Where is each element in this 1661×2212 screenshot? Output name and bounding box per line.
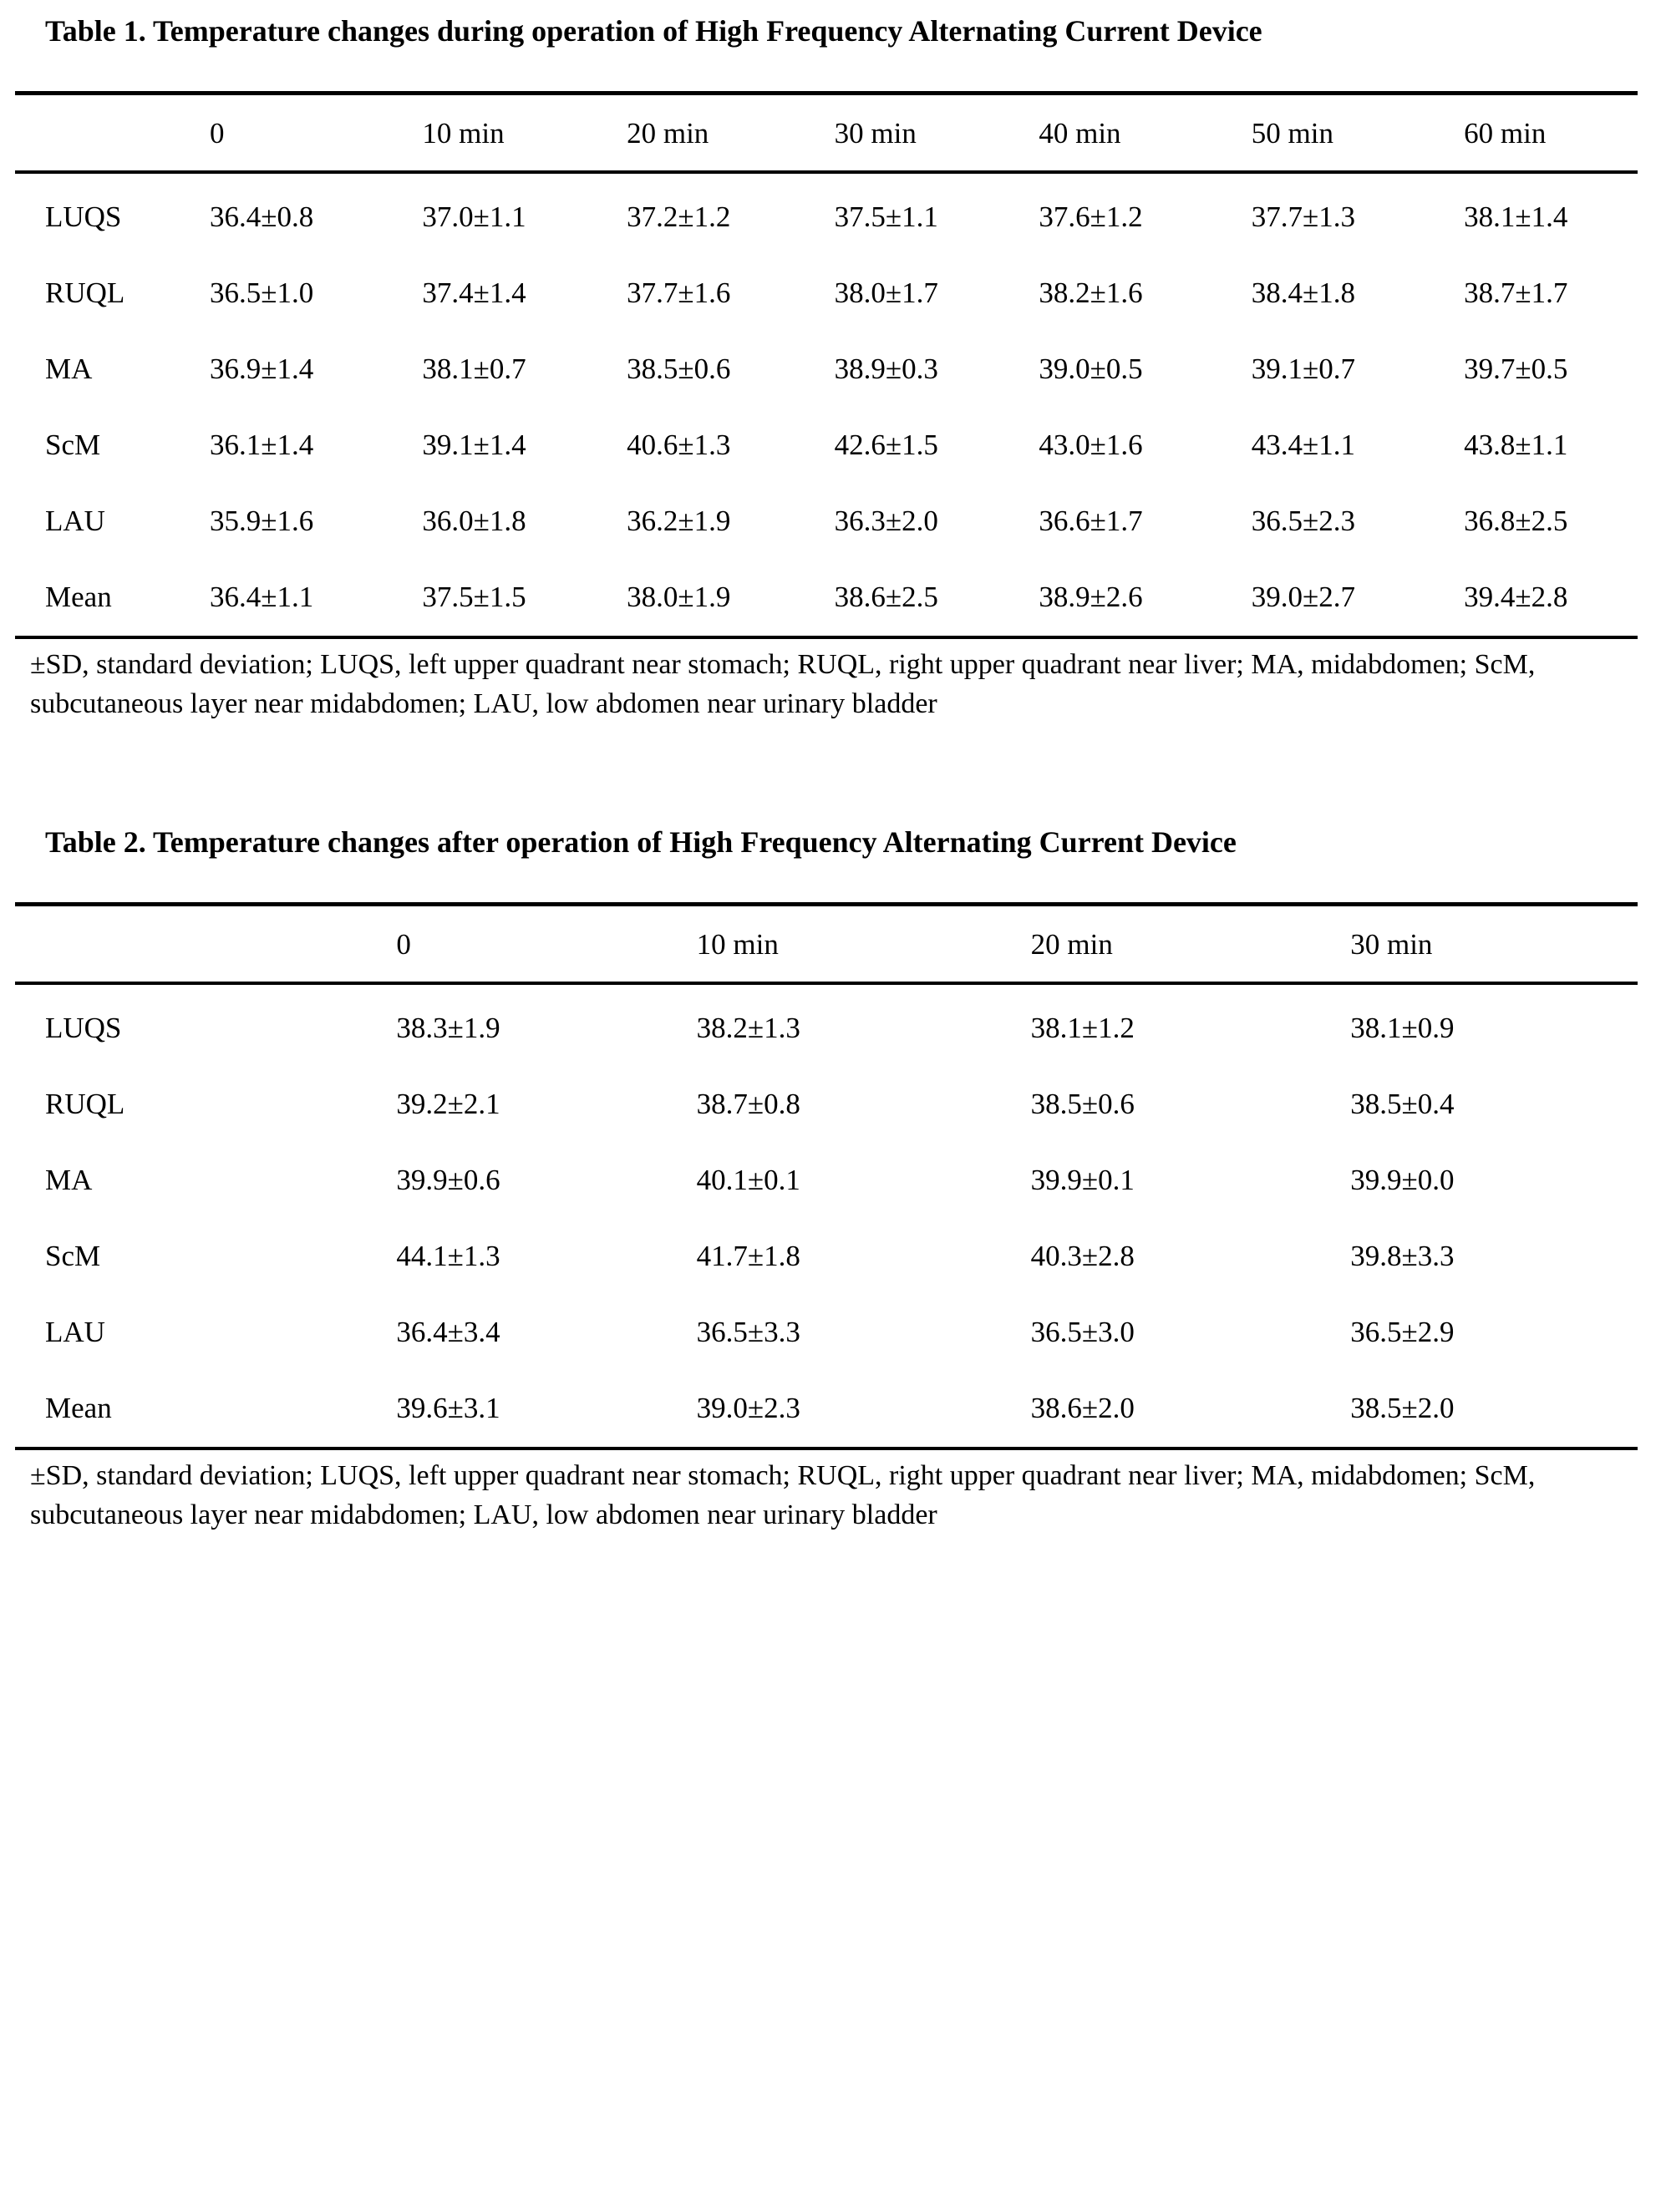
temperature-value-cell: 39.1±0.7 <box>1251 353 1355 386</box>
temperature-value-cell: 39.2±2.1 <box>396 1088 500 1121</box>
table1-footnote: ±SD, standard deviation; LUQS, left upper quadrant near stomach; RUQL, right upper quadrant near liver; MA, midabdomen; ScM, subcutaneous layer near midabdomen; LAU, low abdomen near urinary bladder <box>30 649 1536 720</box>
temperature-value-cell: 38.1±1.2 <box>1030 1012 1135 1045</box>
table-row <box>15 1143 1638 1219</box>
row-label: MA <box>45 353 93 386</box>
temperature-value-cell: 36.5±3.3 <box>696 1316 800 1349</box>
row-label: LAU <box>45 505 105 538</box>
row-label: RUQL <box>45 1088 125 1121</box>
table1-body <box>15 172 1638 637</box>
temperature-value-cell: 38.5±0.6 <box>627 353 731 386</box>
table-row <box>15 484 1638 560</box>
table1-header <box>15 94 1638 173</box>
time-column-header: 10 min <box>422 94 627 173</box>
row-label: Mean <box>45 1392 112 1425</box>
time-column-header: 20 min <box>1031 905 1351 984</box>
table-header-row <box>15 94 1638 173</box>
table-row <box>15 1371 1638 1448</box>
temperature-value-cell: 38.6±2.0 <box>1030 1392 1135 1425</box>
temperature-value-cell: 37.0±1.1 <box>422 200 526 234</box>
temperature-value-cell: 40.1±0.1 <box>696 1164 800 1197</box>
temperature-value-cell: 37.5±1.5 <box>422 581 526 614</box>
table2-header <box>15 905 1638 984</box>
temperature-value-cell: 38.1±1.4 <box>1464 200 1568 234</box>
time-column-header: 0 <box>396 905 696 984</box>
temperature-value-cell: 44.1±1.3 <box>396 1240 500 1273</box>
time-column-header: 60 min <box>1464 94 1638 173</box>
table1-title: Table 1. Temperature changes during operation of High Frequency Alternating Current Device <box>45 14 1262 48</box>
temperature-value-cell: 38.7±1.7 <box>1464 276 1568 310</box>
temperature-value-cell: 41.7±1.8 <box>696 1240 800 1273</box>
temperature-value-cell: 39.4±2.8 <box>1464 581 1568 614</box>
temperature-value-cell: 39.0±2.7 <box>1251 581 1355 614</box>
temperature-value-cell: 35.9±1.6 <box>210 505 314 538</box>
temperature-value-cell: 37.2±1.2 <box>627 200 731 234</box>
time-column-header: 40 min <box>1039 94 1251 173</box>
row-label: LUQS <box>45 200 122 234</box>
temperature-value-cell: 36.5±2.9 <box>1350 1316 1455 1349</box>
temperature-value-cell: 38.5±0.6 <box>1030 1088 1135 1121</box>
table-row <box>15 983 1638 1067</box>
table-row <box>15 172 1638 256</box>
temperature-value-cell: 39.9±0.0 <box>1350 1164 1455 1197</box>
time-column-header: 10 min <box>697 905 1031 984</box>
temperature-value-cell: 38.5±2.0 <box>1350 1392 1455 1425</box>
temperature-value-cell: 36.4±1.1 <box>210 581 314 614</box>
temperature-value-cell: 38.9±2.6 <box>1039 581 1143 614</box>
temperature-value-cell: 40.6±1.3 <box>627 429 731 462</box>
time-column-header: 0 <box>210 94 422 173</box>
temperature-value-cell: 43.8±1.1 <box>1464 429 1568 462</box>
temperature-value-cell: 39.0±0.5 <box>1039 353 1143 386</box>
temperature-value-cell: 39.6±3.1 <box>396 1392 500 1425</box>
table2-body <box>15 983 1638 1448</box>
temperature-value-cell: 38.6±2.5 <box>834 581 938 614</box>
row-label: RUQL <box>45 276 125 310</box>
temperature-value-cell: 36.1±1.4 <box>210 429 314 462</box>
row-label: LAU <box>45 1316 105 1349</box>
table2-data-table <box>15 902 1638 1450</box>
table-row <box>15 560 1638 637</box>
temperature-value-cell: 39.1±1.4 <box>422 429 526 462</box>
temperature-value-cell: 39.0±2.3 <box>696 1392 800 1425</box>
row-label: ScM <box>45 1240 101 1273</box>
table2-footnote: ±SD, standard deviation; LUQS, left upper quadrant near stomach; RUQL, right upper quadrant near liver; MA, midabdomen; ScM, subcutaneous layer near midabdomen; LAU, low abdomen near urinary bladder <box>30 1460 1536 1531</box>
temperature-value-cell: 43.4±1.1 <box>1251 429 1355 462</box>
temperature-value-cell: 37.5±1.1 <box>834 200 938 234</box>
temperature-value-cell: 36.5±1.0 <box>210 276 314 310</box>
temperature-value-cell: 38.4±1.8 <box>1251 276 1355 310</box>
temperature-value-cell: 38.3±1.9 <box>396 1012 500 1045</box>
temperature-value-cell: 42.6±1.5 <box>834 429 938 462</box>
row-label-header <box>15 94 210 173</box>
row-label: MA <box>45 1164 93 1197</box>
time-column-header: 50 min <box>1252 94 1464 173</box>
temperature-value-cell: 36.4±3.4 <box>396 1316 500 1349</box>
temperature-value-cell: 38.1±0.9 <box>1350 1012 1455 1045</box>
row-label: Mean <box>45 581 112 614</box>
row-label-header <box>15 905 396 984</box>
temperature-value-cell: 38.2±1.6 <box>1039 276 1143 310</box>
temperature-value-cell: 38.9±0.3 <box>834 353 938 386</box>
table1-section <box>15 13 1638 724</box>
temperature-value-cell: 37.6±1.2 <box>1039 200 1143 234</box>
temperature-value-cell: 43.0±1.6 <box>1039 429 1143 462</box>
table-row <box>15 408 1638 484</box>
temperature-value-cell: 36.4±0.8 <box>210 200 314 234</box>
temperature-value-cell: 36.5±2.3 <box>1251 505 1355 538</box>
temperature-value-cell: 38.0±1.9 <box>627 581 731 614</box>
temperature-value-cell: 36.5±3.0 <box>1030 1316 1135 1349</box>
time-column-header: 30 min <box>1350 905 1638 984</box>
temperature-value-cell: 39.8±3.3 <box>1350 1240 1455 1273</box>
time-column-header: 20 min <box>627 94 835 173</box>
table1-data-table <box>15 91 1638 639</box>
temperature-value-cell: 38.1±0.7 <box>422 353 526 386</box>
table-header-row <box>15 905 1638 984</box>
temperature-value-cell: 37.4±1.4 <box>422 276 526 310</box>
temperature-value-cell: 39.9±0.6 <box>396 1164 500 1197</box>
table-row <box>15 1067 1638 1143</box>
temperature-value-cell: 40.3±2.8 <box>1030 1240 1135 1273</box>
temperature-value-cell: 36.8±2.5 <box>1464 505 1568 538</box>
temperature-value-cell: 36.3±2.0 <box>834 505 938 538</box>
table-row <box>15 256 1638 332</box>
row-label: LUQS <box>45 1012 122 1045</box>
temperature-value-cell: 37.7±1.6 <box>627 276 731 310</box>
table-row <box>15 1219 1638 1295</box>
temperature-value-cell: 39.7±0.5 <box>1464 353 1568 386</box>
temperature-value-cell: 36.9±1.4 <box>210 353 314 386</box>
temperature-value-cell: 36.6±1.7 <box>1039 505 1143 538</box>
table-row <box>15 332 1638 408</box>
table2-title: Table 2. Temperature changes after operation of High Frequency Alternating Current Device <box>45 825 1237 859</box>
temperature-value-cell: 39.9±0.1 <box>1030 1164 1135 1197</box>
temperature-value-cell: 38.2±1.3 <box>696 1012 800 1045</box>
temperature-value-cell: 36.2±1.9 <box>627 505 731 538</box>
row-label: ScM <box>45 429 101 462</box>
table-row <box>15 1295 1638 1371</box>
time-column-header: 30 min <box>835 94 1039 173</box>
temperature-value-cell: 38.7±0.8 <box>696 1088 800 1121</box>
table2-section <box>15 824 1638 1535</box>
temperature-value-cell: 36.0±1.8 <box>422 505 526 538</box>
temperature-value-cell: 38.0±1.7 <box>834 276 938 310</box>
temperature-value-cell: 38.5±0.4 <box>1350 1088 1455 1121</box>
temperature-value-cell: 37.7±1.3 <box>1251 200 1355 234</box>
